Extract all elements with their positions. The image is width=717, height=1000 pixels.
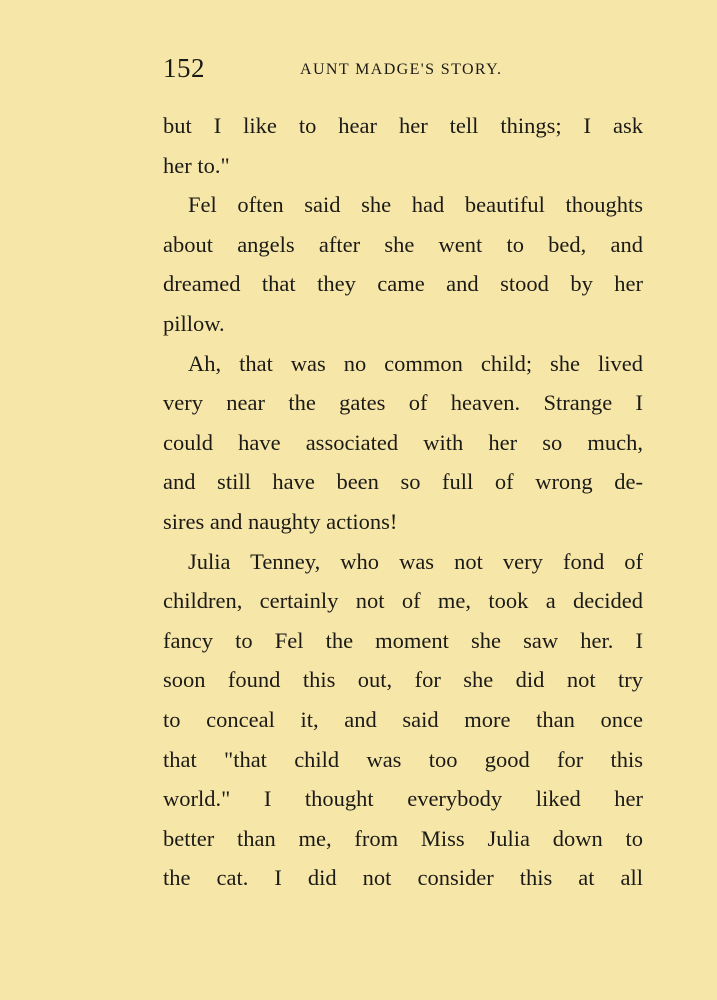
text-line: children, certainly not of me, took a decided	[163, 588, 643, 614]
body-text	[163, 106, 643, 898]
text-line: her to."	[163, 152, 230, 178]
text-line: Ah, that was no common child; she lived	[188, 350, 643, 376]
page-number: 152	[163, 53, 205, 83]
text-line: sires and naughty actions!	[163, 508, 398, 534]
text-line: about angels after she went to bed, and	[163, 231, 643, 257]
text-line: fancy to Fel the moment she saw her. I	[163, 627, 643, 653]
text-line: soon found this out, for she did not try	[163, 667, 643, 693]
text-line: very near the gates of heaven. Strange I	[163, 390, 643, 416]
text-line: pillow.	[163, 310, 225, 336]
text-line: to conceal it, and said more than once	[163, 706, 643, 732]
text-line: the cat. I did not consider this at all	[163, 865, 643, 891]
text-line: and still have been so full of wrong de-	[163, 469, 643, 495]
text-line: dreamed that they came and stood by her	[163, 271, 643, 297]
running-title: AUNT MADGE'S STORY.	[300, 61, 503, 78]
text-line: that "that child was too good for this	[163, 746, 643, 772]
text-line: could have associated with her so much,	[163, 429, 643, 455]
page-header	[163, 48, 643, 88]
text-line: better than me, from Miss Julia down to	[163, 825, 643, 851]
text-line: world." I thought everybody liked her	[163, 786, 643, 812]
text-line: but I like to hear her tell things; I ask	[163, 113, 643, 138]
text-line: Fel often said she had beautiful thoughts	[188, 192, 643, 218]
text-line: Julia Tenney, who was not very fond of	[188, 548, 643, 574]
